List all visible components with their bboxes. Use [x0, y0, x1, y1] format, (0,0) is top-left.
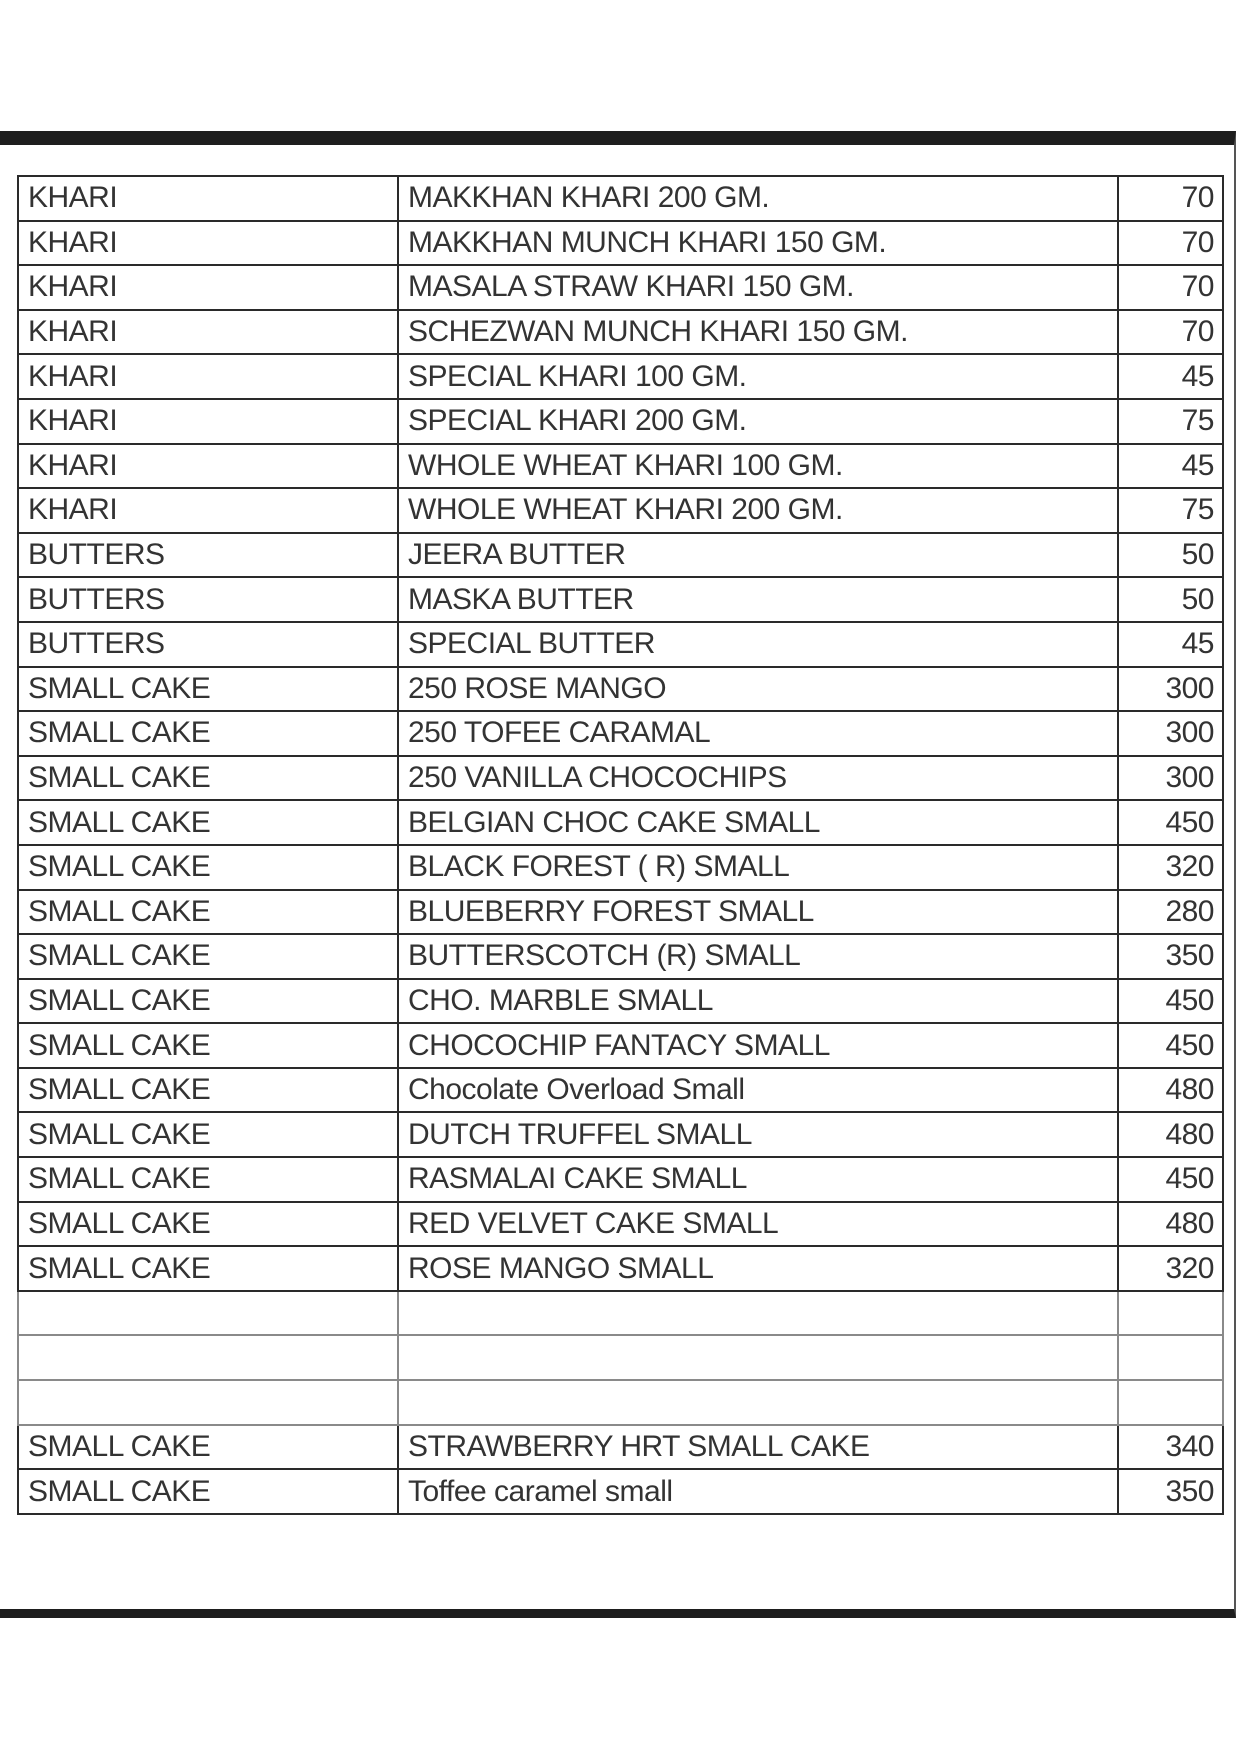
- table-row: [18, 310, 1223, 355]
- price-cell: [1118, 1291, 1223, 1336]
- category-cell: SMALL CAKE: [18, 1157, 398, 1202]
- item-cell: SPECIAL KHARI 100 GM.: [398, 354, 1118, 399]
- table-row: [18, 1335, 1223, 1380]
- item-cell: WHOLE WHEAT KHARI 200 GM.: [398, 488, 1118, 533]
- table-row: [18, 711, 1223, 756]
- category-cell: SMALL CAKE: [18, 1068, 398, 1113]
- price-cell: 480: [1118, 1202, 1223, 1247]
- item-cell: BLUEBERRY FOREST SMALL: [398, 890, 1118, 935]
- table-row: [18, 1202, 1223, 1247]
- category-cell: KHARI: [18, 176, 398, 221]
- price-list-table: [17, 175, 1224, 1515]
- item-cell: 250 VANILLA CHOCOCHIPS: [398, 756, 1118, 801]
- item-cell: 250 ROSE MANGO: [398, 667, 1118, 712]
- table-row: [18, 845, 1223, 890]
- item-cell: SPECIAL BUTTER: [398, 622, 1118, 667]
- item-cell: RASMALAI CAKE SMALL: [398, 1157, 1118, 1202]
- table-row: [18, 444, 1223, 489]
- price-cell: 75: [1118, 488, 1223, 533]
- item-cell: Chocolate Overload Small: [398, 1068, 1118, 1113]
- item-cell: [398, 1380, 1118, 1425]
- table-row: [18, 399, 1223, 444]
- table-row: [18, 979, 1223, 1024]
- item-cell: BELGIAN CHOC CAKE SMALL: [398, 800, 1118, 845]
- item-cell: MASKA BUTTER: [398, 577, 1118, 622]
- item-cell: WHOLE WHEAT KHARI 100 GM.: [398, 444, 1118, 489]
- price-cell: 280: [1118, 890, 1223, 935]
- table-row: [18, 1112, 1223, 1157]
- item-cell: JEERA BUTTER: [398, 533, 1118, 578]
- category-cell: SMALL CAKE: [18, 845, 398, 890]
- item-cell: CHOCOCHIP FANTACY SMALL: [398, 1023, 1118, 1068]
- item-cell: [398, 1335, 1118, 1380]
- table-row: [18, 890, 1223, 935]
- price-cell: 300: [1118, 711, 1223, 756]
- category-cell: [18, 1380, 398, 1425]
- price-cell: 450: [1118, 979, 1223, 1024]
- table-row: [18, 667, 1223, 712]
- category-cell: SMALL CAKE: [18, 934, 398, 979]
- price-cell: 450: [1118, 800, 1223, 845]
- table-row: [18, 800, 1223, 845]
- table-row: [18, 265, 1223, 310]
- item-cell: MAKKHAN KHARI 200 GM.: [398, 176, 1118, 221]
- category-cell: [18, 1335, 398, 1380]
- category-cell: BUTTERS: [18, 533, 398, 578]
- category-cell: KHARI: [18, 488, 398, 533]
- item-cell: STRAWBERRY HRT SMALL CAKE: [398, 1425, 1118, 1470]
- category-cell: KHARI: [18, 310, 398, 355]
- price-cell: 350: [1118, 934, 1223, 979]
- table-row: [18, 1068, 1223, 1113]
- category-cell: [18, 1291, 398, 1336]
- item-cell: SCHEZWAN MUNCH KHARI 150 GM.: [398, 310, 1118, 355]
- item-cell: RED VELVET CAKE SMALL: [398, 1202, 1118, 1247]
- category-cell: SMALL CAKE: [18, 800, 398, 845]
- price-cell: [1118, 1380, 1223, 1425]
- price-cell: 50: [1118, 533, 1223, 578]
- price-cell: 350: [1118, 1469, 1223, 1514]
- table-row: [18, 176, 1223, 221]
- table-row: [18, 533, 1223, 578]
- table-row: [18, 1023, 1223, 1068]
- price-cell: 45: [1118, 444, 1223, 489]
- item-cell: Toffee caramel small: [398, 1469, 1118, 1514]
- price-cell: 320: [1118, 1246, 1223, 1291]
- table-row: [18, 1246, 1223, 1291]
- price-cell: 75: [1118, 399, 1223, 444]
- table-row: [18, 488, 1223, 533]
- item-cell: DUTCH TRUFFEL SMALL: [398, 1112, 1118, 1157]
- category-cell: SMALL CAKE: [18, 1246, 398, 1291]
- item-cell: MASALA STRAW KHARI 150 GM.: [398, 265, 1118, 310]
- category-cell: SMALL CAKE: [18, 890, 398, 935]
- price-cell: 300: [1118, 667, 1223, 712]
- price-cell: 45: [1118, 622, 1223, 667]
- item-cell: MAKKHAN MUNCH KHARI 150 GM.: [398, 221, 1118, 266]
- table-row: [18, 1380, 1223, 1425]
- category-cell: SMALL CAKE: [18, 1023, 398, 1068]
- table-row: [18, 934, 1223, 979]
- price-cell: [1118, 1335, 1223, 1380]
- item-cell: BLACK FOREST ( R) SMALL: [398, 845, 1118, 890]
- table-row: [18, 577, 1223, 622]
- price-cell: 450: [1118, 1023, 1223, 1068]
- item-cell: ROSE MANGO SMALL: [398, 1246, 1118, 1291]
- price-cell: 70: [1118, 265, 1223, 310]
- table-row: [18, 221, 1223, 266]
- category-cell: SMALL CAKE: [18, 756, 398, 801]
- price-cell: 480: [1118, 1068, 1223, 1113]
- price-cell: 340: [1118, 1425, 1223, 1470]
- category-cell: SMALL CAKE: [18, 1425, 398, 1470]
- price-list-body: [18, 176, 1223, 1514]
- price-cell: 480: [1118, 1112, 1223, 1157]
- category-cell: KHARI: [18, 354, 398, 399]
- price-cell: 450: [1118, 1157, 1223, 1202]
- item-cell: BUTTERSCOTCH (R) SMALL: [398, 934, 1118, 979]
- item-cell: 250 TOFEE CARAMAL: [398, 711, 1118, 756]
- category-cell: KHARI: [18, 444, 398, 489]
- price-cell: 320: [1118, 845, 1223, 890]
- category-cell: SMALL CAKE: [18, 711, 398, 756]
- price-cell: 70: [1118, 176, 1223, 221]
- price-cell: 50: [1118, 577, 1223, 622]
- item-cell: CHO. MARBLE SMALL: [398, 979, 1118, 1024]
- price-cell: 70: [1118, 221, 1223, 266]
- item-cell: SPECIAL KHARI 200 GM.: [398, 399, 1118, 444]
- category-cell: SMALL CAKE: [18, 1202, 398, 1247]
- price-cell: 70: [1118, 310, 1223, 355]
- category-cell: SMALL CAKE: [18, 667, 398, 712]
- category-cell: KHARI: [18, 265, 398, 310]
- table-row: [18, 1469, 1223, 1514]
- category-cell: BUTTERS: [18, 622, 398, 667]
- category-cell: BUTTERS: [18, 577, 398, 622]
- category-cell: SMALL CAKE: [18, 1112, 398, 1157]
- category-cell: SMALL CAKE: [18, 979, 398, 1024]
- category-cell: KHARI: [18, 221, 398, 266]
- table-row: [18, 622, 1223, 667]
- category-cell: SMALL CAKE: [18, 1469, 398, 1514]
- table-row: [18, 1425, 1223, 1470]
- document-frame: [0, 131, 1236, 1618]
- table-row: [18, 1291, 1223, 1336]
- price-cell: 300: [1118, 756, 1223, 801]
- price-cell: 45: [1118, 354, 1223, 399]
- item-cell: [398, 1291, 1118, 1336]
- table-row: [18, 354, 1223, 399]
- table-row: [18, 1157, 1223, 1202]
- table-row: [18, 756, 1223, 801]
- category-cell: KHARI: [18, 399, 398, 444]
